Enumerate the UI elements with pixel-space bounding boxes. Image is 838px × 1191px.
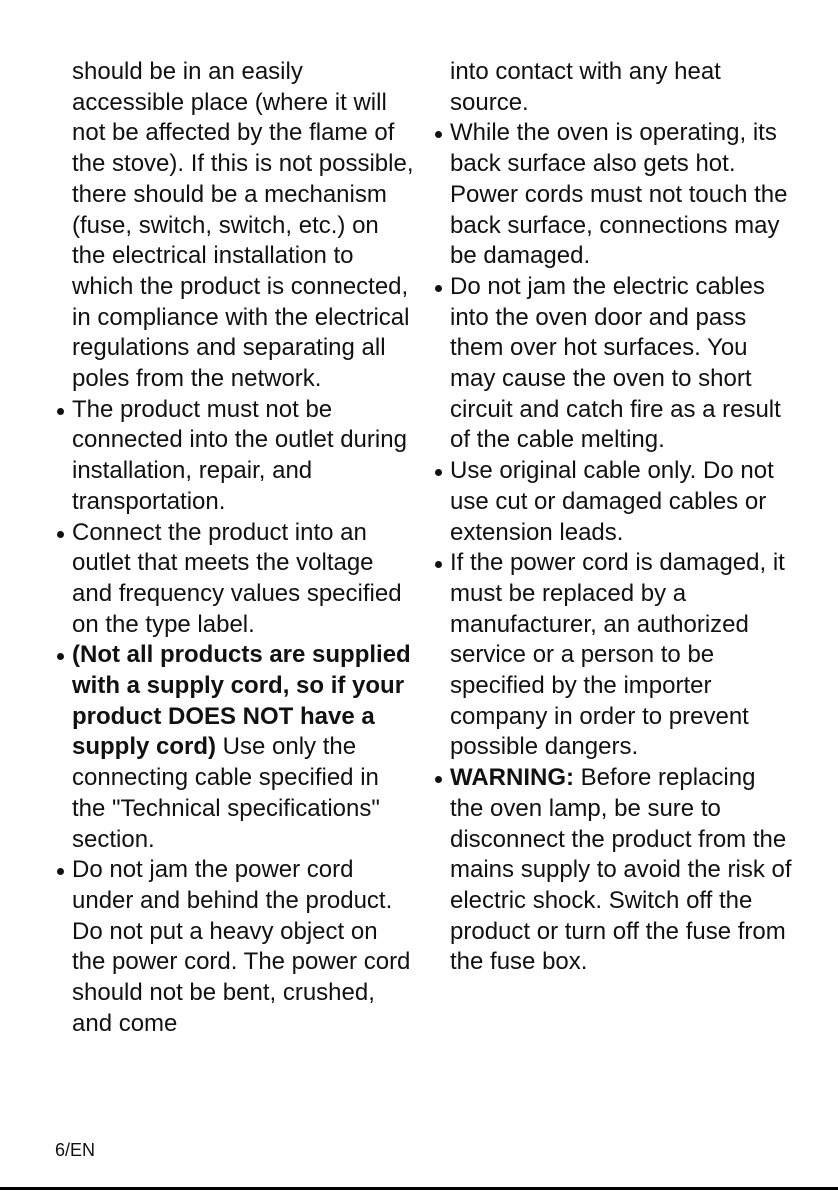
bullet-item [433, 118, 795, 272]
bullet-text: Connect the product into an outlet that meets the voltage and frequency values specified on the type label. [72, 518, 402, 638]
bullet-item [55, 395, 417, 518]
right-continuation-text: into contact with any heat source. [450, 58, 721, 116]
bullet-text: Use original cable only. Do not use cut or damaged cables or extension leads. [450, 457, 774, 546]
bullet-text: If the power cord is damaged, it must be replaced by a manufacturer, an authorized service or a person to be specified by the importer company in order to prevent possible dangers. [450, 549, 785, 761]
bullet-text: The product must not be connected into the outlet during installation, repair, and transportation. [72, 395, 407, 515]
bullet-item [433, 456, 795, 548]
bullet-text: Do not jam the power cord under and behind the product. Do not put a heavy object on the power cord. The power cord should not be bent, crushed, and come [72, 856, 411, 1037]
left-bullet-list [55, 395, 417, 1040]
right-bullet-list [433, 118, 795, 978]
bullet-text: Use only the connecting cable specified in the "Technical specifications" section. [72, 733, 380, 853]
bullet-item [433, 272, 795, 456]
left-column [55, 57, 417, 1040]
bullet-text: While the oven is operating, its back surface also gets hot. Power cords must not touch the back surface, connections may be damaged. [450, 119, 788, 270]
bullet-text: Do not jam the electric cables into the oven door and pass them over hot surfaces. You may cause the oven to short circuit and catch fire as a result of the cable melting. [450, 272, 781, 454]
bullet-text: Before replacing the oven lamp, be sure to disconnect the product from the mains supply to avoid the risk of electric shock. Switch off the product or turn off the fuse from the fuse box. [450, 764, 792, 976]
bullet-item [55, 855, 417, 1039]
bullet-item [55, 640, 417, 855]
left-continuation-text: should be in an easily accessible place (where it will not be affected by the flame of the stove). If this is not possible, there should be a mechanism (fuse, switch, switch, etc.) on the electrical installation to which the product is connected, in compliance with the electrical regulations and separating all poles from the network. [72, 58, 414, 393]
bullet-item [433, 763, 795, 978]
warning-label: WARNING: [450, 764, 574, 792]
bullet-item [55, 518, 417, 641]
page-number: 6/EN [55, 1140, 96, 1160]
bullet-item [433, 548, 795, 763]
bullet-bold-text: (Not all products are supplied with a supply cord, so if your product DOES NOT have a supply cord) [72, 641, 411, 761]
bottom-divider [0, 1187, 838, 1190]
right-column [433, 57, 795, 978]
